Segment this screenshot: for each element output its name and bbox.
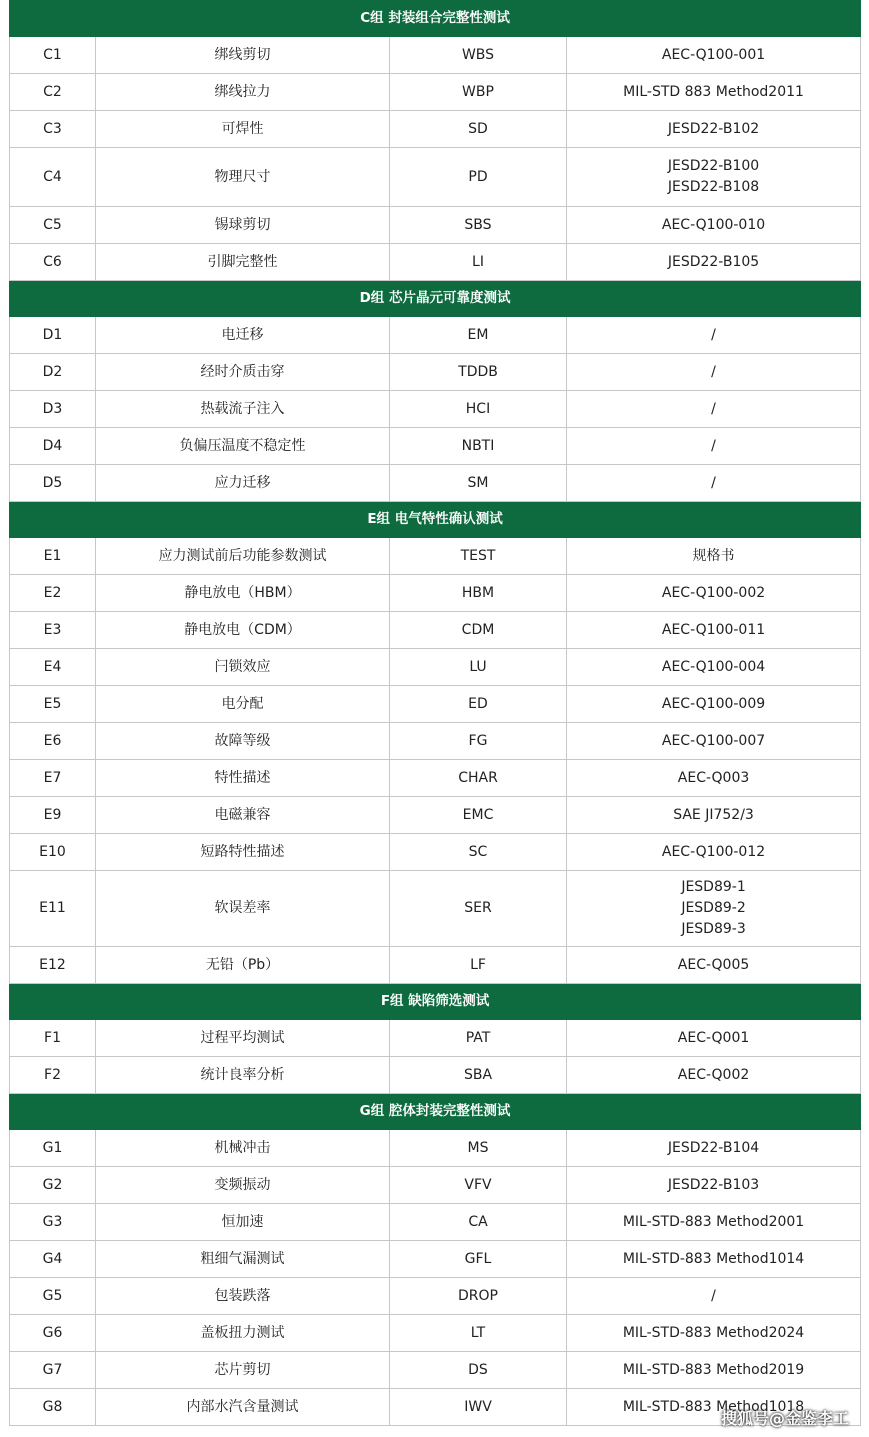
- test-abbr-cell: TDDB: [390, 354, 567, 391]
- standard-line: /: [711, 437, 716, 454]
- standard-line: SAE JI752/3: [673, 806, 754, 823]
- test-id-cell: G4: [10, 1241, 96, 1278]
- group-header-row: [10, 1, 861, 37]
- test-standard-cell: [567, 354, 861, 391]
- standard-line: JESD22-B105: [667, 253, 760, 270]
- test-id-cell: C3: [10, 111, 96, 148]
- standard-line: JESD22-B104: [667, 1139, 760, 1156]
- test-id-cell: D2: [10, 354, 96, 391]
- test-id-cell: G6: [10, 1315, 96, 1352]
- table-row: [10, 148, 861, 207]
- table-row: [10, 760, 861, 797]
- test-standard-cell: [567, 317, 861, 354]
- test-standard-cell: [567, 723, 861, 760]
- group-title: D组 芯片晶元可靠度测试: [10, 281, 861, 317]
- table-row: [10, 871, 861, 947]
- test-id-cell: C2: [10, 74, 96, 111]
- test-abbr-cell: SD: [390, 111, 567, 148]
- table-row: [10, 391, 861, 428]
- test-abbr-cell: PAT: [390, 1020, 567, 1057]
- test-abbr-cell: FG: [390, 723, 567, 760]
- table-row: [10, 428, 861, 465]
- test-abbr-cell: TEST: [390, 538, 567, 575]
- test-id-cell: G3: [10, 1204, 96, 1241]
- test-name-cell: 绑线拉力: [96, 74, 390, 111]
- test-abbr-cell: SBA: [390, 1057, 567, 1094]
- watermark: 搜狐号@金鉴李工: [720, 1409, 849, 1428]
- table-row: [10, 834, 861, 871]
- test-abbr-cell: GFL: [390, 1241, 567, 1278]
- test-id-cell: E6: [10, 723, 96, 760]
- test-name-cell: 机械冲击: [96, 1130, 390, 1167]
- table-row: [10, 1241, 861, 1278]
- test-id-cell: E4: [10, 649, 96, 686]
- test-standard-cell: [567, 1130, 861, 1167]
- test-id-cell: C6: [10, 244, 96, 281]
- test-id-cell: E5: [10, 686, 96, 723]
- test-name-cell: 闩锁效应: [96, 649, 390, 686]
- standard-line: AEC-Q001: [677, 1029, 750, 1046]
- standard-line: AEC-Q100-001: [661, 46, 766, 63]
- standard-line: AEC-Q100-007: [661, 732, 766, 749]
- test-abbr-cell: CDM: [390, 612, 567, 649]
- test-standard-cell: [567, 391, 861, 428]
- table-row: [10, 37, 861, 74]
- table-row: [10, 612, 861, 649]
- test-name-cell: 恒加速: [96, 1204, 390, 1241]
- standard-line: 规格书: [692, 547, 735, 564]
- standard-line: AEC-Q100-004: [661, 658, 766, 675]
- test-abbr-cell: DS: [390, 1352, 567, 1389]
- table-body: [10, 1, 861, 1426]
- test-name-cell: 锡球剪切: [96, 207, 390, 244]
- test-abbr-cell: IWV: [390, 1389, 567, 1426]
- group-header-row: [10, 984, 861, 1020]
- standard-line: /: [711, 400, 716, 417]
- test-abbr-cell: PD: [390, 148, 567, 207]
- test-id-cell: D1: [10, 317, 96, 354]
- standard-line: JESD22-B102: [667, 120, 760, 137]
- standard-line: MIL-STD-883 Method1018: [622, 1398, 805, 1415]
- standard-line: AEC-Q003: [677, 769, 750, 786]
- standard-line: AEC-Q100-012: [661, 843, 766, 860]
- group-title: E组 电气特性确认测试: [10, 502, 861, 538]
- table-row: [10, 74, 861, 111]
- test-id-cell: E10: [10, 834, 96, 871]
- test-name-cell: 可焊性: [96, 111, 390, 148]
- standard-line: /: [711, 326, 716, 343]
- table-row: [10, 1352, 861, 1389]
- test-id-cell: D3: [10, 391, 96, 428]
- test-abbr-cell: EMC: [390, 797, 567, 834]
- standard-line: JESD89-1: [681, 879, 746, 895]
- test-abbr-cell: DROP: [390, 1278, 567, 1315]
- standard-line: AEC-Q100-010: [661, 216, 766, 233]
- standard-line: JESD22-B103: [667, 1176, 760, 1193]
- test-name-cell: 软误差率: [96, 871, 390, 947]
- test-abbr-cell: LU: [390, 649, 567, 686]
- test-id-cell: D4: [10, 428, 96, 465]
- group-title: F组 缺陷筛选测试: [10, 984, 861, 1020]
- test-name-cell: 统计良率分析: [96, 1057, 390, 1094]
- test-name-cell: 包装跌落: [96, 1278, 390, 1315]
- test-standard-cell: [567, 74, 861, 111]
- test-standard-cell: [567, 1315, 861, 1352]
- test-name-cell: 应力迁移: [96, 465, 390, 502]
- table-row: [10, 538, 861, 575]
- group-header-row: [10, 281, 861, 317]
- test-standard-cell: [567, 111, 861, 148]
- table-row: [10, 1278, 861, 1315]
- test-id-cell: G8: [10, 1389, 96, 1426]
- table-row: [10, 1130, 861, 1167]
- test-id-cell: G1: [10, 1130, 96, 1167]
- test-name-cell: 变频振动: [96, 1167, 390, 1204]
- test-standard-cell: [567, 947, 861, 984]
- test-id-cell: E9: [10, 797, 96, 834]
- table-row: [10, 317, 861, 354]
- test-standard-cell: [567, 575, 861, 612]
- table-row: [10, 723, 861, 760]
- test-name-cell: 芯片剪切: [96, 1352, 390, 1389]
- table-row: [10, 244, 861, 281]
- test-standard-cell: [567, 244, 861, 281]
- test-standard-cell: [567, 1278, 861, 1315]
- test-id-cell: C5: [10, 207, 96, 244]
- table-row: [10, 1204, 861, 1241]
- test-id-cell: E11: [10, 871, 96, 947]
- table-row: [10, 947, 861, 984]
- standard-line: MIL-STD-883 Method2019: [622, 1361, 805, 1378]
- test-name-cell: 绑线剪切: [96, 37, 390, 74]
- test-abbr-cell: SM: [390, 465, 567, 502]
- group-header-row: [10, 502, 861, 538]
- test-abbr-cell: MS: [390, 1130, 567, 1167]
- test-standard-cell: [567, 465, 861, 502]
- test-abbr-cell: NBTI: [390, 428, 567, 465]
- test-name-cell: 物理尺寸: [96, 148, 390, 207]
- standard-line: MIL-STD 883 Method2011: [623, 83, 804, 100]
- standard-line: /: [711, 474, 716, 491]
- test-standard-cell: [567, 428, 861, 465]
- test-name-cell: 热载流子注入: [96, 391, 390, 428]
- test-abbr-cell: ED: [390, 686, 567, 723]
- standard-line: JESD89-2: [681, 900, 746, 916]
- test-name-cell: 经时介质击穿: [96, 354, 390, 391]
- test-abbr-cell: SBS: [390, 207, 567, 244]
- table-row: [10, 1057, 861, 1094]
- test-name-cell: 短路特性描述: [96, 834, 390, 871]
- test-standard-cell: [567, 649, 861, 686]
- test-abbr-cell: WBS: [390, 37, 567, 74]
- table-row: [10, 797, 861, 834]
- test-standard-cell: [567, 207, 861, 244]
- table-row: [10, 111, 861, 148]
- group-title: C组 封装组合完整性测试: [10, 1, 861, 37]
- test-name-cell: 应力测试前后功能参数测试: [96, 538, 390, 575]
- table-row: [10, 1315, 861, 1352]
- test-id-cell: C4: [10, 148, 96, 207]
- test-standard-cell: [567, 148, 861, 207]
- test-id-cell: E7: [10, 760, 96, 797]
- standard-line: MIL-STD-883 Method2024: [622, 1324, 805, 1341]
- test-abbr-cell: SER: [390, 871, 567, 947]
- test-standard-cell: [567, 1020, 861, 1057]
- test-table-container: [9, 0, 860, 1426]
- table-row: [10, 1020, 861, 1057]
- standard-line: AEC-Q100-009: [661, 695, 766, 712]
- table-row: [10, 207, 861, 244]
- test-abbr-cell: SC: [390, 834, 567, 871]
- test-abbr-cell: LT: [390, 1315, 567, 1352]
- test-id-cell: G2: [10, 1167, 96, 1204]
- test-id-cell: G7: [10, 1352, 96, 1389]
- standard-line: JESD22-B100: [667, 158, 760, 174]
- test-id-cell: E2: [10, 575, 96, 612]
- standard-line: MIL-STD-883 Method2001: [622, 1213, 805, 1230]
- test-name-cell: 盖板扭力测试: [96, 1315, 390, 1352]
- test-name-cell: 电分配: [96, 686, 390, 723]
- standard-line: AEC-Q002: [677, 1066, 750, 1083]
- test-name-cell: 过程平均测试: [96, 1020, 390, 1057]
- standard-line: AEC-Q005: [677, 956, 750, 973]
- test-name-cell: 电磁兼容: [96, 797, 390, 834]
- test-standard-cell: [567, 760, 861, 797]
- test-standard-cell: [567, 538, 861, 575]
- standard-line: /: [711, 363, 716, 380]
- test-id-cell: D5: [10, 465, 96, 502]
- test-name-cell: 电迁移: [96, 317, 390, 354]
- standard-line: AEC-Q100-011: [661, 621, 766, 638]
- standard-line: MIL-STD-883 Method1014: [622, 1250, 805, 1267]
- test-id-cell: G5: [10, 1278, 96, 1315]
- qualification-test-table: [9, 0, 861, 1426]
- group-header-row: [10, 1094, 861, 1130]
- test-id-cell: F1: [10, 1020, 96, 1057]
- test-id-cell: C1: [10, 37, 96, 74]
- test-abbr-cell: HBM: [390, 575, 567, 612]
- test-name-cell: 引脚完整性: [96, 244, 390, 281]
- standard-line: /: [711, 1287, 716, 1304]
- test-abbr-cell: VFV: [390, 1167, 567, 1204]
- test-abbr-cell: LI: [390, 244, 567, 281]
- standard-line: JESD89-3: [681, 921, 746, 937]
- test-name-cell: 粗细气漏测试: [96, 1241, 390, 1278]
- test-standard-cell: [567, 37, 861, 74]
- test-abbr-cell: WBP: [390, 74, 567, 111]
- test-id-cell: E1: [10, 538, 96, 575]
- test-name-cell: 故障等级: [96, 723, 390, 760]
- table-row: [10, 575, 861, 612]
- group-title: G组 腔体封装完整性测试: [10, 1094, 861, 1130]
- table-row: [10, 649, 861, 686]
- test-standard-cell: [567, 612, 861, 649]
- test-name-cell: 无铅（Pb）: [96, 947, 390, 984]
- standard-line: AEC-Q100-002: [661, 584, 766, 601]
- test-abbr-cell: CHAR: [390, 760, 567, 797]
- test-id-cell: E12: [10, 947, 96, 984]
- test-id-cell: E3: [10, 612, 96, 649]
- test-standard-cell: [567, 797, 861, 834]
- test-abbr-cell: EM: [390, 317, 567, 354]
- test-abbr-cell: LF: [390, 947, 567, 984]
- test-standard-cell: [567, 1167, 861, 1204]
- test-name-cell: 负偏压温度不稳定性: [96, 428, 390, 465]
- test-standard-cell: [567, 834, 861, 871]
- table-row: [10, 1167, 861, 1204]
- test-standard-cell: [567, 1241, 861, 1278]
- standard-line: JESD22-B108: [667, 179, 760, 195]
- test-name-cell: 静电放电（HBM）: [96, 575, 390, 612]
- test-abbr-cell: HCI: [390, 391, 567, 428]
- test-standard-cell: [567, 1057, 861, 1094]
- test-standard-cell: [567, 1352, 861, 1389]
- test-standard-cell: [567, 1204, 861, 1241]
- test-abbr-cell: CA: [390, 1204, 567, 1241]
- table-row: [10, 354, 861, 391]
- test-standard-cell: [567, 686, 861, 723]
- test-name-cell: 特性描述: [96, 760, 390, 797]
- table-row: [10, 686, 861, 723]
- test-id-cell: F2: [10, 1057, 96, 1094]
- test-name-cell: 静电放电（CDM）: [96, 612, 390, 649]
- table-row: [10, 465, 861, 502]
- test-name-cell: 内部水汽含量测试: [96, 1389, 390, 1426]
- test-standard-cell: [567, 871, 861, 947]
